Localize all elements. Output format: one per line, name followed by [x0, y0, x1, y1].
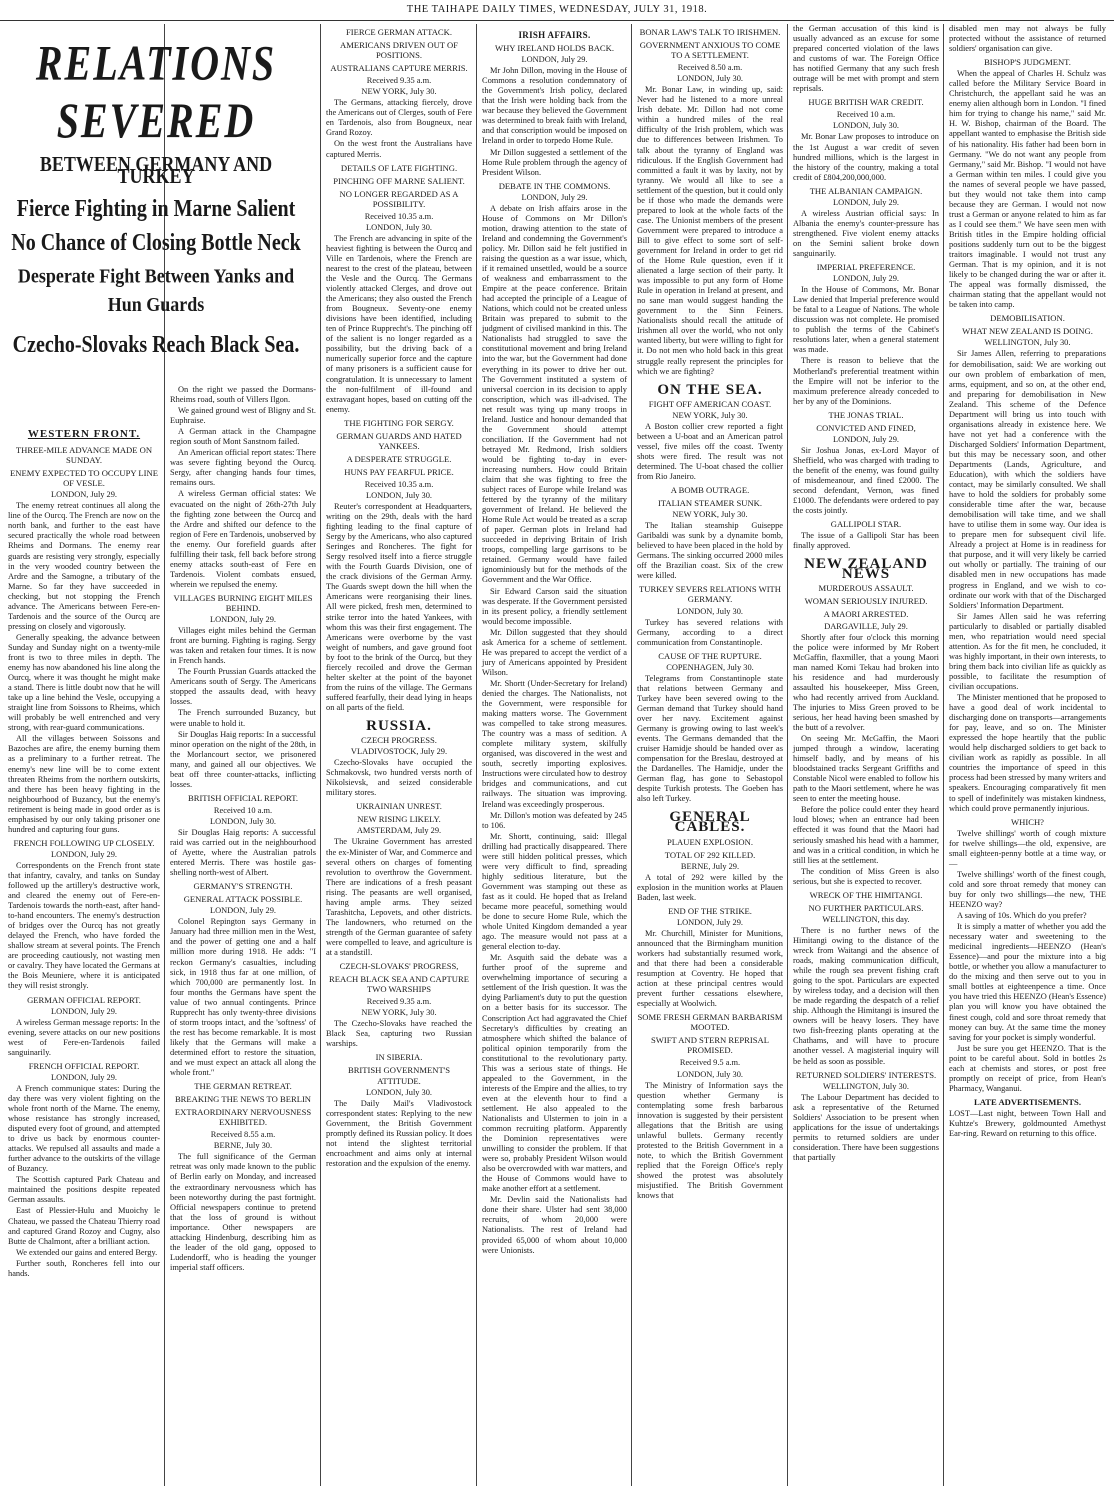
- paragraph: The Italian steamship Guiseppe Garibaldi was sunk by a dynamite bomb, believed to have been placed in the hold by Germans. The sinking occurred 2000 miles off the Brazilian coast. Six of the crew were killed.: [637, 521, 783, 581]
- article-heading: WHICH?: [1011, 816, 1044, 827]
- paragraph: Mr. Dillon's motion was defeated by 245 to 106.: [482, 810, 627, 830]
- article-subheading: BREAKING THE NEWS TO BERLIN: [174, 1094, 312, 1105]
- paragraph: Reuter's correspondent at Headquarters, writing on the 29th, deals with the hard fighting leading to the final capture of Sergy by the Americans, who also captured Seringes and Roncheres. The fight for Sergy resolved itself into a fierce struggle with the Fourth Guards Division, one of the crack divisions of the German Army. The Guards swept down the hill when the Americans were reorganising their lines. All were picked, fresh men, determined to strike terror into the hated Yankees, with whom this was their first engagement. The Americans were overborne by the vast weight of numbers, and gave ground foot by foot to the brink of the Ourcq, but they fiercely recoiled and drove the German helter skelter at the point of the bayonet from the ruins of the village. The Germans suffered fearfully, their dead lying in heaps on all parts of the field.: [326, 502, 472, 712]
- dateline: WELLINGTON, this day.: [822, 914, 910, 924]
- article-subheading: AUSTRALIANS CAPTURE MERRIS.: [330, 63, 468, 74]
- paragraph: Mr. Bonar Law proposes to introduce on the 1st August a war credit of seven hundred millions, which is the largest in the history of the country, making a total credit of £804,200,000,000.: [793, 132, 939, 182]
- article-subheading: GERMAN GUARDS AND HATED YANKEES.: [336, 430, 462, 451]
- column-rule: [631, 24, 632, 1486]
- dateline: LONDON, July 29.: [50, 849, 118, 859]
- paragraph: Just be sure you get HEENZO. That is the point to be careful about. Sold in bottles 2s each at chemists and stores, or post free promptly on receipt of price, from Hean's Pharmacy, Wanganui.: [949, 1043, 1106, 1093]
- article-subheading: NO FURTHER PARTICULARS.: [808, 902, 924, 913]
- column-6: [789, 24, 943, 1484]
- column-rule: [320, 24, 321, 1486]
- section-heading: ON THE SEA.: [657, 381, 763, 398]
- paragraph: A wireless German official states: We evacuated on the night of 26th-27th July the fighting zone between the Ourcq and the Ardre and shifted our defence to the region of Fere en Tardenois, unobserved by the enemy. Our forefield guards after fulfilling their task, fell back before strong enemy attacks south-east of Fere en Tardenois. Violent combats ensued, wherein we repulsed the enemy.: [170, 489, 316, 589]
- dateline: LONDON, July 29.: [832, 197, 900, 207]
- article-heading: THE ALBANIAN CAMPAIGN.: [809, 185, 923, 196]
- article-heading: PLAUEN EXPLOSION.: [667, 836, 753, 847]
- paragraph: Mr. Churchill, Minister for Munitions, announced that the Birmingham munition workers had substantially resumed work, and that there had been a considerable resumption at Coventry. He hoped that action at these principal centres would prevent further cessations elsewhere, especially at Woolwich.: [637, 928, 783, 1009]
- dateline: LONDON, July 30.: [365, 1087, 433, 1097]
- paragraph: Mr. Bonar Law, in winding up, said: Never had he listened to a more unreal Irish debate. Mr. Dillon had not come within a hundred miles of the real difficulty of the Irish problem, which was due to differences between Irishmen. To talk about the tyranny of England was ridiculous. If the English Government had committed a fault it was by laxity, not by tyranny. We would all like to see a settlement of the question, but it could only be if those who made the demands were prepared to look at the whole facts of the case. The Unionist members of the present Government were prepared to introduce a Bill to give effect to some sort of self-government for Ireland in order to get rid of the Home Rule question, even if it alienated a large section of their party. It was impossible to put any form of Home Rule in operation in Ireland at present, and no sane man would suggest handing the government to the Sinn Feiners. Nationalists should recall the attitude of Irishmen all over the world, who not only wanted liberty, but were willing to fight for it. Do not men who hold back in this great struggle really represent the principles for which we are fighting?: [637, 85, 783, 376]
- paragraph: The Ukraine Government has arrested the ex-Minister of War, and Commerce and several others on charges of fomenting revolution to overthrow the Government. There are indications of a fresh peasant rising. The peasants are well organised, having ample arms. They seized Tarashitcha, Lepovets, and other districts. The landowners, who returned on the strength of the German guarantee of safety were compelled to leave, and agriculture is at a standstill.: [326, 837, 472, 957]
- dateline: AMSTERDAM, July 29.: [356, 826, 442, 836]
- article-subheading: WHY IRELAND HOLDS BACK.: [494, 43, 615, 54]
- column-4: [478, 24, 631, 1484]
- article-heading: A BOMB OUTRAGE.: [670, 485, 750, 496]
- paragraph: Twelve shillings' worth of the finest cough, cold and sore throat remedy that money can buy for only two shillings—the new, THE HEENZO way?: [949, 869, 1106, 909]
- dateline: LONDON, July 30.: [676, 74, 744, 84]
- column-rule: [787, 24, 788, 1486]
- paragraph: Generally speaking, the advance between Sunday and Sunday night on a twenty-mile front is two to three miles in depth. The enemy has now abandoned his line along the Ourcq, where it was thought he might make a stand. There is little doubt now that he will take up a line behind the Vesle, occupying a straight line from Soissons to Rheims, which will probably be well entrenched and very strong, with rear-guard communications.: [8, 632, 160, 733]
- section-heading: WESTERN FRONT.: [27, 428, 141, 440]
- article-subheading: AMERICANS DRIVEN OUT OF POSITIONS.: [339, 40, 458, 61]
- paragraph: The Czecho-Slovaks have reached the Black Sea, capturing two Russian warships.: [326, 1019, 472, 1049]
- paragraph: A wireless German message reports: In the evening, severe attacks on our new positions west of Fere-en-Tardenois failed sanguinarily.: [8, 1017, 160, 1057]
- article-heading: DEMOBILISATION.: [990, 313, 1065, 324]
- paragraph: Mr Dillon suggested a settlement of the Home Rule problem through the agency of President Wilson.: [482, 147, 627, 177]
- paragraph: Villages eight miles behind the German front are burning. Fighting is raging. Sergy was taken and retaken four times. It is now in French hands.: [170, 626, 316, 666]
- dateline: NEW YORK, July 30.: [361, 87, 437, 97]
- dateline: LONDON, July 30.: [365, 490, 433, 500]
- paragraph: Mr. Dillon suggested that they should ask America for a scheme of settlement. He was prepared to accept the verdict of a jury of Americans appointed by President Wilson.: [482, 627, 627, 677]
- banner-subhead: Czecho-Slovaks Reach Black Sea.: [12, 331, 300, 359]
- received-time: Received 10.35 a.m.: [364, 479, 434, 489]
- article-subheading: GENERAL ATTACK POSSIBLE.: [183, 894, 303, 905]
- received-time: Received 8.50 a.m.: [677, 63, 743, 73]
- article-subheading: HUNS PAY FEARFUL PRICE.: [344, 466, 454, 477]
- section-heading: GENERAL CABLES.: [669, 809, 751, 836]
- article-subheading: GOVERNMENT ANXIOUS TO COME TO A SETTLEMENT.: [639, 40, 781, 61]
- column-2: [166, 385, 320, 1485]
- banner-headline: RELATIONS SEVERED: [35, 34, 277, 149]
- article-subheading: SWIFT AND STERN REPRISAL PROMISED.: [650, 1035, 770, 1056]
- paragraph: The Fourth Prussian Guards attacked the Americans south of Sergy. The Americans stopped the assaults dead, with heavy losses.: [170, 667, 316, 707]
- lead-banner: [4, 24, 308, 364]
- article-subheading: PINCHING OFF MARNE SALIENT.: [333, 175, 465, 186]
- article-heading: CZECH-SLOVAKS' PROGRESS,: [339, 961, 459, 972]
- dateline: LONDON, July 30.: [676, 1069, 744, 1079]
- paragraph: The condition of Miss Green is also serious, but she is expected to recover.: [793, 866, 939, 886]
- paragraph: Mr. Devlin said the Nationalists had done their share. Ulster had sent 38,000 recruits, of whom 20,000 were Nationalists. The rest of Ireland had provided 65,000 of whom about 10,000 were Unionists.: [482, 1195, 627, 1255]
- dateline: LONDON, July 30.: [832, 121, 900, 131]
- article-heading: UKRAINIAN UNREST.: [356, 801, 442, 812]
- paragraph: Czecho-Slovaks have occupied the Schmakovsk, two hundred versts north of Nikolsievsk, and seized considerable military stores.: [326, 758, 472, 798]
- paragraph: Mr. Shortt (Under-Secretary for Ireland) denied the charges. The Nationalists, not the Government, were responsible for making matters worse. The Government was compelled to take strong measures. The country was a mass of sedition. A complete military system, skilfully organised, was discovered in the west and south, secretly importing explosives. Instructions were circulated how to destroy bridges and communications, and cut railways. The situation was improving. Ireland was exceedingly prosperous.: [482, 678, 627, 809]
- column-7: [945, 24, 1110, 1484]
- paragraph: Mr. Asquith said the debate was a further proof of the supreme and overwhelming importance of securing a settlement of the Irish question. It was the dying Parliament's duty to put the question on a better basis for its successor. The Conscription Act had aggravated the Chief Secretary's difficulties by creating an atmosphere which shifted the balance of political opinion temporarily from the constitutional to the revolutionary party. This was a serious state of things. He appealed to the Government, in the interests of the Empire and the allies, to try even at the eleventh hour to find a settlement. He also appealed to the Nationalists and Ulstermen to join in a common recruiting platform. Apparently the Dominion representatives were unwilling to consider the problem. If that were so, probably President Wilson would also be overcrowded with war matters, and the House of Commons would have to make another effort at a settlement.: [482, 953, 627, 1194]
- paragraph: The Scottish captured Park Chateau and maintained the positions despite repeated German assaults.: [8, 1175, 160, 1205]
- article-heading: FRENCH FOLLOWING UP CLOSELY.: [13, 837, 155, 848]
- paragraph: Sir Douglas Haig reports: A successful raid was carried out in the neighbourhood of Ayette, where the Australian patrols entered Merris. There was hostile gas-shelling north-west of Albert.: [170, 827, 316, 878]
- article-heading: SOME FRESH GERMAN BARBARISM MOOTED.: [637, 1012, 783, 1033]
- article-subheading: ITALIAN STEAMER SUNK.: [657, 498, 763, 509]
- article-heading: BRITISH OFFICIAL REPORT.: [187, 792, 299, 803]
- dateline: DARGAVILLE, July 29.: [824, 621, 908, 631]
- article-heading: THE JONAS TRIAL.: [828, 409, 904, 420]
- received-time: Received 9.35 a.m.: [366, 76, 432, 86]
- banner-subhead: Fierce Fighting in Marne Salient: [16, 195, 296, 223]
- paragraph: The French are advancing in spite of the heaviest fighting is between the Ourcq and Ville en Tardenois, where the French are nearest to the crest of the plateau, between the Vesle and the Ourcq. The Germans violently attacked Clerges, and drove out the Americans; they also ousted the French from Bougneux. Seventy-one enemy divisions have been identified, including ten of Prince Rupprecht's. The pinching off of the salient is no longer regarded as a possibility, but the driving back of a numerically superior force and the capture of many prisoners is a sufficient cause for congratulation. It is unnecessary to lament the non-fulfilment of ill-found and extravagant hopes, based on cutting off the enemy.: [326, 233, 472, 414]
- dateline: WELLINGTON, July 30.: [984, 338, 1071, 348]
- column-rule: [943, 24, 944, 1486]
- dateline: LONDON, July 29.: [209, 906, 277, 916]
- paragraph: Further south, Roncheres fell into our hands.: [8, 1258, 160, 1278]
- article-heading: WRECK OF THE HIMITANGI.: [809, 889, 923, 900]
- article-heading: END OF THE STRIKE.: [668, 905, 752, 916]
- paragraph: Turkey has severed relations with Germany, according to a direct communication from Constantinople.: [637, 617, 783, 647]
- article-subheading: WOMAN SERIOUSLY INJURED.: [804, 596, 928, 607]
- paragraph: On the right we passed the Dormans-Rheims road, south of Villers Ilgon.: [170, 385, 316, 405]
- article-subheading: TOTAL OF 292 KILLED.: [664, 849, 756, 860]
- dateline: VLADIVOSTOCK, July 29.: [350, 747, 448, 757]
- paragraph: A debate on Irish affairs arose in the House of Commons on Mr Dillon's motion, drawing attention to the state of Ireland and condemning the Government's policy. Mr. Dillon said he felt justified in raising the question as a war issue, which, if it remained unsettled, would be a source of weakness and embarrassment to the Empire at the peace conference. Britain had accepted the principle of a League of Nations, which could not be created unless Britain was prepared to submit to the judgment of civilised mankind in this. The Nationalists had struggled to save the constitutional movement and bring Ireland into the war, but the Government had done everything in its power to drive her out. The Government instituted a system of universal coercion in its decision to apply conscription, which was ill-advised. The net result was tying up many troops in Ireland. Justice and honour demanded that the Government should attempt conciliation. If the Government had not betrayed Mr. Redmond, Irish soldiers would be fighting to-day in ever-increasing numbers. How could Britain claim that she was fighting to free the subject races of Europe while Ireland was fettered by the tyranny of the military government of Ireland. He believed the Home Rule Act would be treated as a scrap of paper. German plots in Ireland had succeeded in depriving Britain of Irish troops, compelling large garrisons to be retained. Germany would have failed ignominiously but for the methods of the Government and the War Office.: [482, 203, 627, 585]
- dateline: LONDON, July 30.: [365, 222, 433, 232]
- column-1: [4, 415, 164, 1485]
- article-heading: CAUSE OF THE RUPTURE.: [658, 650, 762, 661]
- column-3: [322, 24, 476, 1484]
- section-heading: NEW ZEALAND NEWS: [804, 556, 928, 583]
- article-heading: GERMAN OFFICIAL REPORT.: [27, 994, 141, 1005]
- paragraph: Correspondents on the French front state that infantry, cavalry, and tanks on Sunday followed up the artillery's destructive work, and cleared the enemy out of Fere-en-Tardenois towards the north-east, after hand-to-hand encounters. The enemy's destruction of bridges over the Ourcq has not greatly delayed the French, who have forded the shallow stream at several points. The French are proceeding cautiously, not wasting men or cavalry. They have located the Germans at the Bois Meuniere, where it is anticipated they will resist strongly.: [8, 860, 160, 991]
- paragraph: The full significance of the German retreat was only made known to the public of Berlin early on Monday, and increased the extraordinary nervousness which has been noteworthy during the past fortnight. Official newspapers continue to pretend that the loss of ground is without importance. Other newspapers are attacking Hindenburg, describing him as the leader of the old gang, opposed to Ludendorff, who is heading the younger imperial staff officers.: [170, 1152, 316, 1272]
- paragraph: Before the police could enter they heard loud blows; when an entrance had been effected it was found that the Maori had seriously smashed his head with a hammer, and was in a critical condition, in which he still lies at the settlement.: [793, 805, 939, 865]
- article-subheading: A MAORI ARRESTED.: [823, 609, 909, 620]
- received-time: Received 10.35 a.m.: [364, 211, 434, 221]
- paragraph: On the west front the Australians have captured Merris.: [326, 139, 472, 159]
- dateline: NEW YORK, July 30.: [672, 510, 748, 520]
- dateline: LONDON, July 29.: [50, 1072, 118, 1082]
- received-time: Received 10 a.m.: [213, 805, 273, 815]
- paragraph: disabled men may not always be fully protected without the assistance of returned soldiers' organisation can give.: [949, 24, 1106, 54]
- article-subheading: REACH BLACK SEA AND CAPTURE TWO WARSHIPS: [329, 974, 469, 995]
- received-time: Received 9.5 a.m.: [679, 1058, 741, 1068]
- paragraph: The Labour Department has decided to ask a representative of the Returned Soldiers' Association to be present when applications for the issue of undertakings permits to returned soldiers are under consideration. There have been suggestions that partially: [793, 1092, 939, 1162]
- article-subheading: ENEMY EXPECTED TO OCCUPY LINE OF VESLE.: [9, 468, 158, 489]
- article-heading: CZECH PROGRESS.: [361, 735, 437, 746]
- dateline: LONDON, July 29.: [521, 55, 588, 65]
- paragraph: A wireless Austrian official says: In Albania the enemy's counter-pressure has strengthened. Five violent enemy attacks on the Semini salient broke down sanguinarily.: [793, 208, 939, 258]
- dateline: LONDON, July 29.: [832, 274, 900, 284]
- paragraph: Mr John Dillon, moving in the House of Commons a resolution condemnatory of the Government's Irish policy, declared that the Irish were holding back from the war because they believed the Government was determined to break faith with Ireland, and that conscription would be imposed on Ireland in order to torpedo Home Rule.: [482, 66, 627, 146]
- article-heading: THE FIGHTING FOR SERGY.: [344, 417, 454, 428]
- paragraph: We gained ground west of Bligny and St. Euphraise.: [170, 406, 316, 426]
- dateline: LONDON, July 29.: [832, 434, 900, 444]
- section-heading: RUSSIA.: [366, 718, 432, 734]
- dateline: NEW YORK, July 30.: [672, 410, 748, 420]
- article-heading: LATE ADVERTISEMENTS.: [974, 1096, 1081, 1107]
- paragraph: A German attack in the Champagne region south of Mont Sanstnom failed.: [170, 427, 316, 447]
- paragraph: It is simply a matter of whether you add the necessary water and sweetening to the medicinal ingredients—HEENZO (Hean's Essence)—and pour the mixture into a big bottle, or whether you allow a manufacturer to do the mixing and then serve out to you in small bottles at eighteenpence a time. Once you have tried this HEENZO (Hean's Essence) plan you will know you have obtained the finest cough, cold and sore throat remedy that money can buy. At the same time the money saving for your pocket is simply wonderful.: [949, 922, 1106, 1042]
- dateline: WELLINGTON, July 30.: [823, 1081, 909, 1091]
- paragraph: the German accusation of this kind is usually advanced as an excuse for some prepared concerted violation of the laws and customs of war. The Foreign Office has notified Germany that any such fresh outrage will be met with prompt and stern reprisals.: [793, 24, 939, 94]
- article-heading: VILLAGES BURNING EIGHT MILES BEHIND.: [173, 592, 313, 613]
- paragraph: The enemy retreat continues all along the line of the Ourcq. The French are now on the north bank, and further to the east have secured practically the whole road between Rheims and Dormans. The enemy rear guards are resisting very strongly, especially in the very wooded country between the Ardre and the Samogne, a tributary of the Marne. So far they have succeeded in checking, but not stopping the French advance. The Americans between Fere-en-Tardenois and the source of the Ourcq are pressing on closely and vigorously.: [8, 501, 160, 631]
- dateline: LONDON, July 29.: [209, 615, 277, 625]
- article-heading: MURDEROUS ASSAULT.: [818, 583, 914, 594]
- paragraph: The Minister mentioned that he proposed to have a good deal of work incidental to discharging done on transports—arrangements for pay, leave, and so on. The Minister expressed the hope heartily that the public would help discharged soldiers to get back to civilian work as rapidly as possible. In all countries the importance of speed in this process had been stressed by many writers and speakers. Encouraging comparatively fit men to spell of indefinitely was mistaken kindness, which could prove permanently injurious.: [949, 693, 1106, 813]
- dateline: NEW YORK, July 30.: [361, 1008, 437, 1018]
- article-heading: IRISH AFFAIRS.: [518, 30, 591, 40]
- dateline: BERNE, July 29.: [680, 861, 740, 871]
- paragraph: There is no further news of the Himitangi owing to the distance of the wreck from Waitangi and the absence of roads, making communication difficult, while the rough sea prevent fishing craft going to the spot. Particulars are expected by wireless today, and a decision will then be made regarding the despatch of a relief ship. Although the Himitangi is insured the owners will be heavy losers. They have two fish-freezing plants operating at the Chathams, and will have to procure another vessel. A magisterial inquiry will be held as soon as possible.: [793, 925, 939, 1066]
- paragraph: A saving of 10s. Which do you prefer?: [957, 911, 1087, 921]
- article-heading: IMPERIAL PREFERENCE.: [816, 262, 916, 273]
- paragraph: The Germans, attacking fiercely, drove the Americans out of Clerges, south of Fere en Tardenois, also from Bougneux, near Grand Rozoy.: [326, 98, 472, 138]
- paragraph: Sir James Allen said he was referring particularly to disabled or partially disabled men, who repatriation would need special attention. As for the fit men, he concluded, it was highly important, in their own interests, to bring them back into civilian life as quickly as possible, to facilitate the resumption of civilian occupations.: [949, 611, 1106, 691]
- article-subheading: CONVICTED AND FINED,: [816, 422, 916, 433]
- paragraph: Sir Douglas Haig reports: In a successful minor operation on the night of the 28th, in the Morlancourt sector, we prisonered many, and gained all our objectives. We beat off three counter-attacks, inflicting losses.: [170, 729, 316, 789]
- article-heading: GALLIPOLI STAR.: [830, 519, 902, 530]
- article-heading: BONAR LAW'S TALK TO IRISHMEN.: [639, 27, 781, 37]
- paragraph: In the House of Commons, Mr. Bonar Law denied that Imperial preference would be fatal to a League of Nations. The whole discussion was not complete. He promised to publish the terms of the Cabinet's resolutions later, when a general statement was made.: [793, 285, 939, 355]
- article-heading: DEBATE IN THE COMMONS.: [498, 180, 611, 191]
- paragraph: Twelve shillings' worth of cough mixture for twelve shillings—the old, expensive, are small eighteen-penny bottle at a time way, or—: [949, 828, 1106, 868]
- paragraph: Sir James Allen, referring to preparations for demobilisation, said: We are working out our own problem of embarkation of men, arms, equipment, and so on, at the other end, and preparing for demobilisation in New Zealand. This scheme of the Defence Department will bring us into touch with organisations already in existence here. We have not yet had a conference with the Discharged Soldiers' Information Department, but this may be necessary soon, and other Departments (Lands, Agriculture, and Education), with which the soldiers have contact, may be similarly consulted. We shall have to hold the soldiers for probably some considerable time after the war, because demobilisation will take time, and we shall have to utilise them in some way. Our idea is to prepare men for subsequent civil life. Already a project at Home is in readiness for that purpose, and it will very likely be carried out wholly or partially. The training of our disabled men in new occupations has made progress in England, and we wish to co-ordinate our work with that of the Discharged Soldiers' Information Department.: [949, 349, 1106, 610]
- paragraph: Colonel Repington says Germany in January had three million men in the West, and the power of getting one and a half million more during 1918. He adds: "I reckon Germany's casualties, including sick, in 1918 thus far at one million, of which 700,000 are permanently lost. In four months the Germans have spent the value of two annual contingents. Prince Rupprecht has only twenty-three divisions of storm troops intact, and the 'softness' of the rest has become remarkable. It is most likely that the Germans will make a determined effort to restore the situation, and we must expect an attack all along the whole front.": [170, 917, 316, 1078]
- article-heading: DETAILS OF LATE FIGHTING.: [340, 162, 458, 173]
- article-subheading: EXTRAORDINARY NERVOUSNESS EXHIBITED.: [174, 1107, 312, 1128]
- article-subheading: BRITISH GOVERNMENT'S ATTITUDE.: [347, 1065, 451, 1086]
- paragraph: A Boston collier crew reported a fight between a U-boat and an American patrol vessel, five miles off the coast. Twenty shots were fired. The result was not determined. The U-boat chased the collier from Rio Janeiro.: [637, 421, 783, 481]
- article-heading: HUGE BRITISH WAR CREDIT.: [808, 97, 924, 108]
- classified-ad: LOST—Last night, between Town Hall and Kuhtze's Brewery, goldmounted Amethyst Ear-ring. Reward on returning to this office.: [949, 1108, 1106, 1139]
- dateline: LONDON, July 29.: [50, 490, 118, 500]
- article-subheading: A DESPERATE STRUGGLE.: [346, 453, 452, 464]
- received-time: Received 10 a.m.: [836, 110, 896, 120]
- column-5: [633, 24, 787, 1484]
- paragraph: An American official report states: There was severe fighting beyond the Ourcq. Sergy, after changing hands four times, remains ours.: [170, 448, 316, 488]
- article-heading: GERMANY'S STRENGTH.: [193, 881, 293, 892]
- paragraph: Sir Joshua Jonas, ex-Lord Mayor of Sheffield, who was charged with trading to the benefit of the enemy, was found guilty of misdemeanour, and fined £2000. The second defendant, Vernon, was fined £1000. The defendants were ordered to pay the costs jointly.: [793, 445, 939, 516]
- article-subheading: NEW RISING LIKELY.: [357, 814, 441, 825]
- dateline: LONDON, July 29.: [676, 917, 744, 927]
- paragraph: A total of 292 were killed by the explosion in the munition works at Plauen Baden, last week.: [637, 872, 783, 902]
- paragraph: The issue of a Gallipoli Star has been finally approved.: [793, 531, 939, 551]
- paragraph: On seeing Mr. McGaffin, the Maori jumped through a window, lacerating himself badly, and by means of his bloodstained tracks Sergeant Griffiths and Constable Nicol were enabled to follow his path to the Maori settlement, where he was seen to enter the meeting house.: [793, 734, 939, 804]
- article-heading: IN SIBERIA.: [375, 1052, 423, 1063]
- dateline: COPENHAGEN, July 30.: [666, 662, 754, 672]
- article-subheading: WHAT NEW ZEALAND IS DOING.: [962, 326, 1093, 337]
- dateline: LONDON, July 30.: [209, 816, 277, 826]
- paragraph: East of Plessier-Hulu and Muoichy le Chateau, we passed the Chateau Thierry road and captured Grand Rozoy and Cugny, also Butte de Chalmont, after a brilliant action.: [8, 1206, 160, 1246]
- banner-subhead: No Chance of Closing Bottle Neck: [11, 229, 301, 257]
- banner-subhead: BETWEEN GERMANY AND TURKEY: [39, 151, 273, 189]
- paragraph: The Daily Mail's Vladivostock correspondent states: Replying to the new Government, the British Government promptly defined its Russian policy. It does not intend the slightest territorial encroachment and aims only at internal restoration and the expulsion of the enemy.: [326, 1098, 472, 1168]
- article-heading: FIERCE GERMAN ATTACK.: [345, 27, 453, 37]
- paragraph: The French surrounded Buzancy, but were unable to hold it.: [170, 708, 316, 728]
- received-time: Received 9.35 a.m.: [366, 997, 432, 1007]
- article-heading: TURKEY SEVERS RELATIONS WITH GERMANY.: [638, 584, 782, 605]
- article-heading: THE GERMAN RETREAT.: [194, 1081, 292, 1092]
- paragraph: Mr. Shortt, continuing, said: Illegal drilling had practically disappeared. There were still hidden political presses, which were very difficult to find, spreading highly seditious literature, but the Government was stamping out these as fast as it could. He hoped that as Ireland became more peaceful, something would be done to secure Home Rule, which the whole United Kingdom demanded a year ago. The measure would not pass at a general election to-day.: [482, 831, 627, 952]
- received-time: Received 8.55 a.m.: [210, 1130, 276, 1140]
- paragraph: Shortly after four o'clock this morning the police were informed by Mr Robert McGaffin, flaxmiller, that a young Maori man named Komi Tekau had broken into his residence and had murderously assaulted his housekeeper, Miss Green, who had recently arrived from Auckland. The injuries to Miss Green proved to be serious, her head having been smashed by the butt of a revolver.: [793, 632, 939, 732]
- dateline: LONDON, July 30.: [676, 606, 744, 616]
- column-rule: [476, 24, 477, 1486]
- dateline: BERNE, July 30.: [213, 1141, 273, 1151]
- paragraph: The Ministry of Information says the question whether Germany is contemplating some fresh barbarous innovation is suggested by their persistent allegations that the British are using unlawful bullets. Germany recently protested to the British Government in a note, to which the British Government replied that the Foreign Office's reply showed the protest was absolutely misjustified. The British Government knows that: [637, 1080, 783, 1201]
- article-heading: FIGHT OFF AMERICAN COAST.: [648, 398, 772, 409]
- article-heading: RETURNED SOLDIERS' INTERESTS.: [795, 1069, 937, 1080]
- paragraph: Telegrams from Constantinople state that relations between Germany and Turkey have been severed owing to the German demand that Turkey should hand over her navy. Excitement against Germany is growing owing to last week's events. The Germans demanded that the cruiser Hamidje should be handed over as compensation for the Breslau, destroyed at the Dardanelles. The Hamidje, under the German flag, has gone to Sebastopol despite Turkish protests. The Goeben has also left Turkey.: [637, 673, 783, 804]
- dateline: LONDON, July 29.: [50, 1006, 118, 1016]
- paragraph: All the villages between Soissons and Bazoches are afire, the enemy burning them as a preliminary to a further retreat. The enemy's new line will be to come extent threaten Rheims from the northern outskirts, and there has been heavy fighting in the neighbourhood of Buzancy, but the enemy's retirement is being made in good order as is emphasised by our only taking prisoner one hundred and capturing four guns.: [8, 734, 160, 834]
- paragraph: A French communique states: During the day there was very violent fighting on the whole front north of the Marne. The enemy, whose resistance has strongly increased, disputed every foot of ground, and attempted to drive us back by enormous counter-attacks. We repulsed all assaults and made a further advance to the outskirts of the village of Buzancy.: [8, 1083, 160, 1174]
- paragraph: There is reason to believe that the Motherland's preferential treatment within the Empire will not be inferior to the maximum preference already conceded to her by any of the Dominions.: [793, 356, 939, 406]
- paragraph: We extended our gains and entered Bergy.: [16, 1247, 158, 1257]
- article-heading: THREE-MILE ADVANCE MADE ON SUNDAY.: [15, 445, 153, 466]
- article-heading: BISHOP'S JUDGMENT.: [984, 57, 1071, 68]
- dateline: LONDON, July 29.: [521, 192, 588, 202]
- paragraph: Sir Edward Carson said the situation was desperate. If the Government persisted in its present policy, a friendly settlement would become impossible.: [482, 586, 627, 626]
- banner-subhead: Desperate Fight Between Yanks and Hun Guards: [17, 264, 295, 316]
- article-heading: FRENCH OFFICIAL REPORT.: [28, 1060, 140, 1071]
- masthead: THE TAIHAPE DAILY TIMES, WEDNESDAY, JULY 31, 1918.: [0, 0, 1114, 21]
- paragraph: When the appeal of Charles H. Schulz was called before the Military Service Board in Christchurch, the appellant said he was an enemy alien although born in London. "I fined him for trying to change his name," said Mr. H. W. Bishop, chairman of the Board. The appellant wanted to emphasise the British side of his nationality. His father had been born in Germany. "We do not want any people from Germany," said Mr. Bishop. "I would not have a German within ten miles. I could give you the names of several people we have passed, but they would not take them into camp because they are German. I would not now trust a German or anyone related to him as far as I could see them." We have seen men with British titles in the Empire holding official positions suddenly turn out to be the biggest traitors imaginable. I would not trust any German. That is my opinion, and it is not likely to be changed during the war or after it. The appeal was formally dismissed, the chairman stating that the appellant would not be taken into camp.: [949, 69, 1106, 310]
- article-subheading: NO LONGER REGARDED AS A POSSIBILITY.: [339, 188, 459, 209]
